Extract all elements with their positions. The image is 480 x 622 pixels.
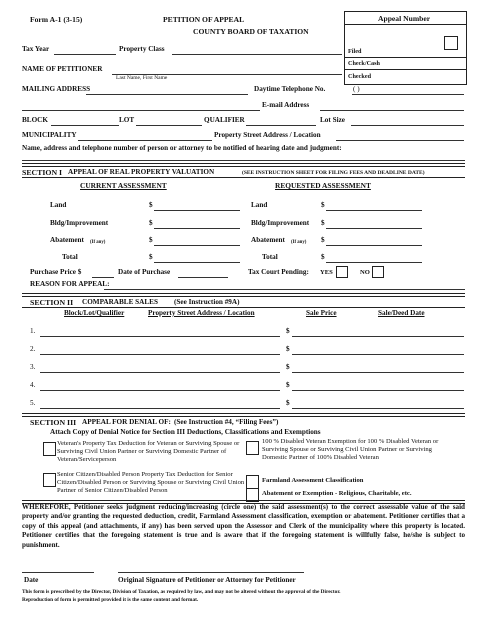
requested-bldg-field[interactable]: [326, 228, 422, 229]
farmland-option: Farmland Assessment Classification: [262, 477, 364, 484]
comparable-3-property[interactable]: [40, 372, 280, 373]
col-sale-price: Sale Price: [306, 309, 337, 317]
section1-heading: SECTION I: [22, 168, 63, 177]
purchase-price-field[interactable]: [92, 277, 114, 278]
property-class-field[interactable]: [172, 54, 342, 55]
disabled-veteran-option: 100 % Disabled Veteran Exemption for 100 % Disabled Veteran or Surviving Spouse or Surviving Civil Union Partner or Surviving Domestic Partner of 100% Disabled Veteran: [262, 438, 439, 462]
tax-court-yes-checkbox[interactable]: [336, 266, 348, 278]
appeal-number-title: Appeal Number: [378, 14, 431, 23]
purchase-price-label: Purchase Price $: [30, 268, 82, 276]
municipality-label: MUNICIPALITY: [22, 131, 77, 139]
comparable-1-property[interactable]: [40, 336, 280, 337]
abatement-exemption-option: Abatement or Exemption - Religious, Charitable, etc.: [262, 490, 412, 497]
dollar-sign: $: [286, 345, 290, 353]
email-label: E-mail Address: [262, 101, 310, 109]
form-title: PETITION OF APPEAL: [163, 15, 245, 24]
name-hint: Last Name, First Name: [116, 75, 168, 81]
col-street-address: Property Street Address / Location: [148, 309, 255, 317]
form-number: Form A-1 (3-15): [30, 15, 83, 24]
comparable-1-sale[interactable]: [292, 336, 464, 337]
appeal-number-input[interactable]: [444, 36, 458, 50]
comparable-4-property[interactable]: [40, 390, 280, 391]
veteran-deduction-option: Veteran's Property Tax Deduction for Veteran or Surviving Spouse or Surviving Civil Union Partner or Surviving Domestic Partner of Veteran/Serviceperson: [57, 440, 240, 464]
block-field[interactable]: [51, 125, 119, 126]
filed-label: Filed: [348, 48, 362, 55]
bldg-label: Bldg/Improvement: [50, 219, 109, 227]
veteran-deduction-checkbox[interactable]: [43, 442, 56, 456]
section2-heading: SECTION II: [30, 298, 74, 307]
divider: [22, 163, 465, 167]
signature-field[interactable]: [118, 572, 304, 573]
footer-line1: This form is prescribed by the Director, Division of Taxation, as required by law, and may not be altered without the approval of the Director.: [22, 589, 341, 595]
current-assessment-header: CURRENT ASSESSMENT: [80, 181, 167, 190]
divider: [22, 177, 465, 178]
notify-label: Name, address and telephone number of person or attorney to be notified of hearing date and judgment:: [22, 144, 342, 152]
total-label: Total: [62, 253, 78, 261]
dollar-sign: $: [286, 381, 290, 389]
reason-label: REASON FOR APPEAL:: [30, 280, 110, 288]
municipality-field[interactable]: [78, 140, 212, 141]
row-number: 5.: [30, 399, 36, 407]
dollar-sign: $: [149, 236, 153, 244]
req-total-label: Total: [262, 253, 278, 261]
abatement-label: Abatement: [50, 236, 84, 244]
reason-field[interactable]: [104, 289, 465, 290]
yes-label: YES: [320, 269, 333, 276]
street-address-label: Property Street Address / Location: [214, 131, 321, 139]
daytime-phone-label: Daytime Telephone No.: [254, 85, 326, 93]
qualifier-label: QUALIFIER: [204, 116, 245, 124]
dollar-sign: $: [321, 236, 325, 244]
comparable-3-sale[interactable]: [292, 372, 464, 373]
req-abatement-label: Abatement: [251, 236, 285, 244]
section3-heading: SECTION III: [30, 418, 77, 427]
dollar-sign: $: [321, 253, 325, 261]
dollar-sign: $: [149, 253, 153, 261]
date-field[interactable]: [22, 572, 94, 573]
requested-total-field[interactable]: [326, 262, 422, 263]
wherefore-paragraph: WHEREFORE, Petitioner seeks judgment reducing/increasing (circle one) the said assessment(s) to the correct assessable value of the said property and/or granting the requested deduction, credit, Farmland Assessment classification, exemption or abatement. Petitioner certifies that a copy of this appeal (and attachments, if any) has been served upon the Assessor and Clerk of the municipality where this property is located. Petitioner certifies that the foregoing statement is true and is aware that if the foregoing statement is willfully false, he/she is subject to punishment.: [22, 503, 465, 549]
lot-field[interactable]: [136, 125, 202, 126]
dollar-sign: $: [321, 201, 325, 209]
date-label: Date: [24, 576, 39, 584]
current-bldg-field[interactable]: [154, 228, 240, 229]
qualifier-field[interactable]: [246, 125, 316, 126]
footer-line2: Reproduction of form is permitted provided it is the same content and format.: [22, 597, 199, 603]
mailing-address-line2[interactable]: [22, 110, 260, 111]
dollar-sign: $: [321, 219, 325, 227]
block-label: BLOCK: [22, 116, 48, 124]
notify-field-line[interactable]: [22, 160, 465, 161]
col-sale-deed-date: Sale/Deed Date: [378, 309, 425, 317]
dollar-sign: $: [286, 363, 290, 371]
comparable-5-property[interactable]: [40, 408, 280, 409]
dollar-sign: $: [286, 399, 290, 407]
requested-assessment-header: REQUESTED ASSESSMENT: [275, 181, 371, 190]
disabled-veteran-checkbox[interactable]: [246, 441, 259, 455]
divider: [22, 307, 465, 308]
current-land-field[interactable]: [154, 210, 240, 211]
section3-subtitle: Attach Copy of Denial Notice for Section III Deductions, Classifications and Exemptions: [50, 428, 321, 436]
street-address-field[interactable]: [336, 140, 464, 141]
form-subtitle: COUNTY BOARD OF TAXATION: [193, 27, 309, 36]
petitioner-name-label: NAME OF PETITIONER: [22, 65, 103, 73]
senior-deduction-checkbox[interactable]: [43, 473, 56, 487]
tax-year-label: Tax Year: [22, 45, 50, 53]
tax-court-no-checkbox[interactable]: [372, 266, 384, 278]
dollar-sign: $: [149, 219, 153, 227]
farmland-checkbox[interactable]: [246, 475, 259, 489]
row-number: 1.: [30, 327, 36, 335]
signature-label: Original Signature of Petitioner or Attorney for Petitioner: [118, 576, 296, 584]
checked-label: Checked: [348, 73, 372, 80]
col-block-lot-qualifier: Block/Lot/Qualifier: [64, 309, 125, 317]
no-label: NO: [360, 269, 370, 276]
lot-size-label: Lot Size: [320, 116, 345, 124]
section1-title: APPEAL OF REAL PROPERTY VALUATION: [68, 168, 215, 176]
date-of-purchase-field[interactable]: [178, 277, 228, 278]
section2-title: COMPARABLE SALES: [82, 298, 158, 306]
lot-size-field[interactable]: [351, 125, 464, 126]
mailing-address-label: MAILING ADDRESS: [22, 85, 91, 93]
dollar-sign: $: [286, 327, 290, 335]
requested-land-field[interactable]: [326, 210, 422, 211]
row-number: 3.: [30, 363, 36, 371]
row-number: 2.: [30, 345, 36, 353]
abatement-hint: (If any): [90, 240, 106, 245]
section2-instruction: (See Instruction #9A): [174, 298, 240, 306]
email-field[interactable]: [320, 110, 464, 111]
req-bldg-label: Bldg/Improvement: [251, 219, 310, 227]
section1-note: (SEE INSTRUCTION SHEET FOR FILING FEES AND DEADLINE DATE): [242, 170, 425, 176]
comparable-4-sale[interactable]: [292, 390, 464, 391]
phone-field[interactable]: [352, 94, 464, 95]
requested-abatement-field[interactable]: [326, 245, 422, 246]
date-of-purchase-label: Date of Purchase: [118, 268, 171, 276]
tax-court-label: Tax Court Pending:: [248, 268, 309, 276]
land-label: Land: [50, 201, 67, 209]
lot-label: LOT: [119, 116, 135, 124]
tax-year-field[interactable]: [54, 54, 116, 55]
row-number: 4.: [30, 381, 36, 389]
check-cash-label: Check/Cash: [348, 60, 380, 67]
comparable-5-sale[interactable]: [292, 408, 464, 409]
appeal-number-box: [344, 11, 467, 85]
mailing-address-field[interactable]: [86, 94, 248, 95]
property-class-label: Property Class: [119, 45, 165, 53]
current-total-field[interactable]: [154, 262, 240, 263]
comparable-2-property[interactable]: [40, 354, 280, 355]
dollar-sign: $: [149, 201, 153, 209]
divider: [22, 413, 465, 417]
req-land-label: Land: [251, 201, 268, 209]
phone-paren: ( ): [353, 85, 360, 93]
section3-instruction: (See Instruction #4, “Filing Fees”): [174, 418, 279, 426]
req-abatement-hint: (If any): [291, 240, 307, 245]
divider: [22, 293, 465, 297]
senior-deduction-option: Senior Citizen/Disabled Person Property Tax Deduction for Senior Citizen/Disabled Person or Surviving Spouse or Surviving Civil Union Partner of Senior Citizen/Disabled Person: [57, 471, 245, 495]
comparable-2-sale[interactable]: [292, 354, 464, 355]
section3-title: APPEAL FOR DENIAL OF:: [82, 418, 171, 426]
current-abatement-field[interactable]: [154, 245, 240, 246]
